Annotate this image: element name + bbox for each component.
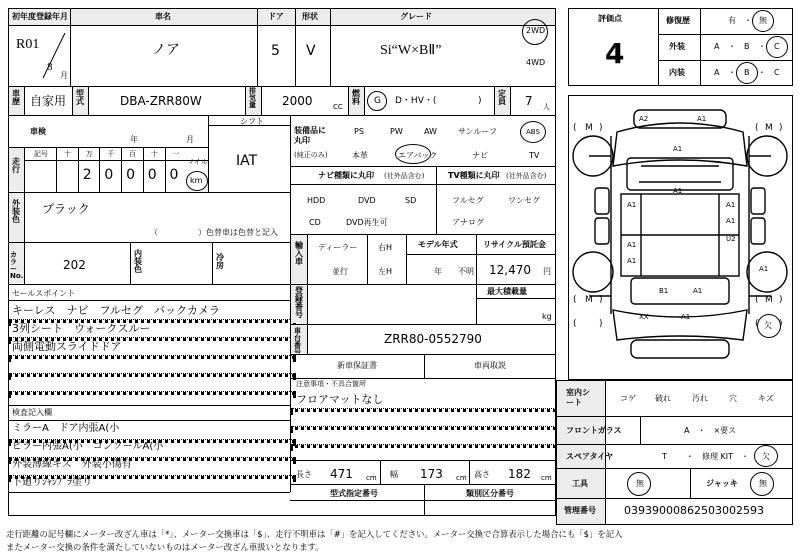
score-label: 評価点 bbox=[598, 14, 622, 23]
abs-circle bbox=[520, 121, 546, 143]
seat-tear: 破れ bbox=[655, 394, 671, 403]
notes-value: フロアマットなし bbox=[296, 393, 384, 406]
shift-label: シフト bbox=[240, 117, 264, 126]
svg-text:): ) bbox=[599, 319, 603, 329]
mileage-cell-divider bbox=[121, 147, 122, 192]
recycle-value: 12,470 bbox=[489, 263, 531, 277]
recycle-label: リサイクル預託金 bbox=[483, 240, 546, 249]
ext-sep1: ・ bbox=[728, 42, 736, 51]
mileage-place-label: 万 bbox=[85, 150, 93, 158]
interior-color-label: 内装色 bbox=[134, 249, 142, 274]
mileage-label: 走行 bbox=[12, 157, 20, 174]
ext-label: 外装 bbox=[669, 42, 685, 51]
sales-points-label: セールスポイント bbox=[12, 289, 76, 298]
fuel-options: D・HV・( bbox=[395, 96, 437, 106]
navi-dvd-play: DVD再生可 bbox=[346, 218, 388, 227]
mile-label: マイル bbox=[187, 158, 208, 166]
dmg-a1-hood: A1 bbox=[673, 145, 683, 153]
sales-point-2: 3列シート ウォークスルー bbox=[12, 322, 151, 335]
model-year-unknown: 不明 bbox=[458, 267, 474, 276]
dmg-a1-door-fl: A1 bbox=[627, 201, 637, 209]
dmg-a1-bumper: A1 bbox=[681, 313, 691, 321]
svg-text:): ) bbox=[779, 123, 783, 133]
dmg-a2-front: A2 bbox=[639, 115, 649, 123]
svg-text:M: M bbox=[585, 123, 593, 133]
dmg-a1-pillar: A1 bbox=[673, 187, 683, 195]
int-c: C bbox=[774, 68, 780, 77]
svg-text:): ) bbox=[779, 295, 783, 305]
chassis-value: ZRR80-0552790 bbox=[384, 332, 482, 346]
svg-text:(: ( bbox=[755, 319, 759, 329]
dmg-a1-door-rl: A1 bbox=[627, 241, 637, 249]
ext-c-circle bbox=[766, 36, 788, 58]
car-name-label: 車名 bbox=[155, 12, 171, 21]
equip-tv: TV bbox=[529, 151, 540, 160]
footer-note-1: 走行距離の記号欄にメーター改ざん車は「*」、メーター交換車は「$」、走行不明車は「#」を記入してください。メーター交換で合算表示した場合にも「$」を記入 bbox=[6, 529, 623, 539]
mileage-digit: 0 bbox=[104, 167, 114, 183]
equipment-label: 装備品に丸印 bbox=[294, 126, 326, 146]
svg-text:(: ( bbox=[573, 319, 577, 329]
mileage-cell-divider bbox=[165, 147, 166, 192]
equip-navi: ナビ bbox=[472, 151, 488, 160]
door-label: ドア bbox=[268, 12, 284, 21]
inspection-year: 年 bbox=[130, 135, 138, 144]
equip-leather: 本革 bbox=[352, 151, 368, 160]
svg-text:M: M bbox=[765, 123, 773, 133]
mileage-digit: 2 bbox=[82, 167, 92, 183]
length-value: 471 bbox=[330, 467, 353, 481]
height-value: 182 bbox=[508, 467, 531, 481]
int-sep2: ・ bbox=[758, 68, 766, 77]
inspection-month: 月 bbox=[186, 135, 194, 144]
manual-label: 車両取説 bbox=[474, 361, 506, 370]
mileage-cell-divider bbox=[99, 147, 100, 192]
month-unit: 月 bbox=[60, 71, 68, 80]
navi-dvd: DVD bbox=[358, 196, 376, 205]
seat-label: 室内シート bbox=[566, 388, 590, 408]
spare-repair: ・ 修理 KIT ・ bbox=[686, 452, 750, 461]
mileage-place-label: 十 bbox=[150, 150, 158, 158]
svg-text:(: ( bbox=[755, 295, 759, 305]
color-value: ブラック bbox=[42, 202, 90, 216]
dmg-xx: XX bbox=[639, 313, 649, 321]
tools-label: 工具 bbox=[572, 479, 588, 488]
color-label: 外装色 bbox=[12, 199, 20, 224]
dmg-a1-rear: A1 bbox=[693, 287, 703, 295]
first-reg-month: 8 bbox=[47, 61, 53, 73]
load-label: 最大積載量 bbox=[487, 287, 527, 296]
svg-text:): ) bbox=[779, 319, 783, 329]
int-b: B bbox=[744, 68, 750, 77]
seat-hole: 穴 bbox=[729, 394, 737, 403]
fuel-g-circle bbox=[367, 91, 387, 111]
dmg-u2: U2 bbox=[726, 235, 736, 243]
first-reg-label: 初年度登録年月 bbox=[12, 12, 68, 21]
car-name: ノア bbox=[152, 43, 180, 58]
import-right: 右H bbox=[378, 243, 393, 252]
equip-abs: ABS bbox=[526, 128, 540, 136]
equipment-sub: (純正のみ) bbox=[294, 151, 328, 159]
score-value: 4 bbox=[605, 37, 625, 70]
glass-options: A ・ ×要ス bbox=[684, 426, 737, 435]
fuel-g: G bbox=[374, 96, 381, 106]
dmg-b1-rear: B1 bbox=[659, 287, 669, 295]
notes-label: 注意事項・不具合箇所 bbox=[296, 380, 366, 388]
displacement: 2000 bbox=[282, 94, 313, 108]
jack-value: 無 bbox=[759, 479, 767, 488]
car-outline bbox=[569, 96, 791, 378]
width-value: 173 bbox=[420, 467, 443, 481]
repair-yes: 有 bbox=[728, 16, 736, 25]
seat-dirt: 汚れ bbox=[692, 394, 708, 403]
mileage-digit: 0 bbox=[169, 167, 179, 183]
fuel-close: ) bbox=[478, 96, 482, 106]
mileage-place-label: 一 bbox=[172, 150, 180, 158]
import-parallel: 並行 bbox=[332, 267, 348, 276]
use: 自家用 bbox=[30, 94, 67, 108]
sales-point-3: 両側電動スライドドア bbox=[12, 340, 122, 353]
mileage-digit: 0 bbox=[147, 167, 157, 183]
seat-scratch: キズ bbox=[758, 394, 774, 403]
width-unit: cm bbox=[456, 474, 467, 482]
mileage-digit: 0 bbox=[126, 167, 136, 183]
spare-label: スペアタイヤ bbox=[566, 452, 614, 461]
cc-unit: CC bbox=[333, 103, 343, 111]
doors: 5 bbox=[271, 43, 280, 59]
footer-note-2: またメーター交換の条件を満たしていないものはメーター改ざん車扱いとなります。 bbox=[6, 542, 324, 552]
cap-label: 定員 bbox=[498, 89, 506, 106]
ext-sep2: ・ bbox=[758, 42, 766, 51]
jack-label: ジャッキ bbox=[706, 479, 738, 488]
svg-text:(: ( bbox=[573, 295, 577, 305]
ext-a: A bbox=[714, 42, 720, 51]
spare-t: T bbox=[662, 452, 667, 461]
capacity: 7 bbox=[525, 94, 533, 108]
navi-cd: CD bbox=[309, 218, 321, 227]
int-sep1: ・ bbox=[728, 68, 736, 77]
grade: Si“W×BⅡ” bbox=[380, 43, 442, 58]
model-year-unit: 年 bbox=[434, 267, 442, 276]
model: DBA-ZRR80W bbox=[120, 94, 202, 108]
model-label: 型式 bbox=[76, 89, 84, 106]
equip-ps: PS bbox=[354, 127, 364, 136]
repair-label: 修復歴 bbox=[666, 16, 690, 25]
import-left: 左H bbox=[378, 267, 393, 276]
shift-value: IAT bbox=[236, 153, 258, 169]
new-warranty-label: 新車保証書 bbox=[337, 361, 377, 370]
drive-2wd-circle bbox=[522, 19, 548, 45]
airbag-circle bbox=[395, 144, 431, 164]
cap-unit: 人 bbox=[543, 103, 550, 111]
svg-text:): ) bbox=[599, 295, 603, 305]
km-label: km bbox=[190, 176, 203, 185]
tv-analog: アナログ bbox=[452, 218, 484, 227]
shape-label: 形状 bbox=[302, 12, 318, 21]
dmg-a1-front-right: A1 bbox=[697, 115, 707, 123]
equip-sunroof: サンルーフ bbox=[458, 127, 497, 136]
svg-text:(: ( bbox=[573, 123, 577, 133]
record-label: 記号 bbox=[34, 150, 48, 158]
grade-label: グレード bbox=[400, 12, 432, 21]
inspector-line-4: 下廻りｼｬｼﾌﾞﾗ塗り bbox=[12, 477, 92, 488]
navi-sub: (社外品含む) bbox=[384, 172, 425, 180]
mileage-place-label: 千 bbox=[107, 150, 115, 158]
int-a: A bbox=[714, 68, 720, 77]
height-unit: cm bbox=[541, 474, 552, 482]
car-diagram bbox=[568, 95, 793, 380]
color-no: 202 bbox=[63, 258, 86, 272]
mileage-place-label: 百 bbox=[129, 150, 137, 158]
repair-no: 無 bbox=[759, 16, 767, 25]
tools-value: 無 bbox=[636, 479, 644, 488]
tv-label: TV種類に丸印 bbox=[448, 171, 500, 180]
dmg-a1-door-rr: A1 bbox=[726, 217, 736, 225]
inspector-line-3: 外装薄線キズ 外装小傷有 bbox=[12, 459, 132, 470]
width-label: 幅 bbox=[390, 470, 398, 479]
mileage-place-label: 十 bbox=[64, 150, 71, 158]
equip-airbag: エアバック bbox=[398, 151, 438, 160]
mgmt-no: 03939000862503002593 bbox=[624, 504, 764, 517]
color-no-label: カラーNo. bbox=[10, 251, 24, 280]
sales-point-1: キーレス ナビ フルセグ バックカメラ bbox=[12, 304, 221, 317]
svg-text:M: M bbox=[585, 295, 593, 305]
dmg-a1-rear-left: A1 bbox=[627, 257, 637, 265]
inspection-label: 車検 bbox=[30, 127, 46, 136]
inspector-line-1: ミラーA ドア内張A(小 bbox=[12, 423, 120, 434]
mgmt-label: 管理番号 bbox=[564, 506, 596, 515]
color-change-note: （ ）色替車は色替と記入 bbox=[150, 228, 278, 237]
inspector-line-2: ピラー内張A(小 コンソールA(小 bbox=[12, 441, 164, 452]
disp-label: 排気量 bbox=[249, 87, 256, 109]
spare-missing-circle bbox=[754, 445, 778, 467]
navi-label: ナビ種類に丸印 bbox=[318, 171, 374, 180]
svg-text:(: ( bbox=[755, 123, 759, 133]
fuel-label: 燃料 bbox=[352, 89, 360, 106]
km-circle bbox=[186, 171, 208, 191]
tv-sub: (社外品含む) bbox=[506, 172, 547, 180]
ext-c: C bbox=[774, 42, 780, 51]
glass-label: フロントガラス bbox=[566, 426, 622, 435]
int-label: 内装 bbox=[669, 68, 685, 77]
model-year-label: モデル年式 bbox=[418, 240, 458, 249]
first-reg-year: R01 bbox=[16, 37, 40, 52]
missing-circle bbox=[757, 314, 781, 338]
navi-hdd: HDD bbox=[307, 196, 326, 205]
use-label: 車歴 bbox=[12, 89, 20, 106]
tools-circle bbox=[627, 472, 651, 496]
length-unit: cm bbox=[366, 474, 377, 482]
equip-pw: PW bbox=[390, 127, 403, 136]
repair-no-circle bbox=[752, 10, 774, 32]
mileage-cell-divider bbox=[56, 147, 57, 192]
chassis-label: 車台番号 bbox=[294, 327, 301, 356]
length-label: 長さ bbox=[296, 470, 312, 479]
load-unit: kg bbox=[542, 312, 552, 321]
ext-b: B bbox=[744, 42, 750, 51]
recycle-yen: 円 bbox=[543, 267, 551, 276]
dmg-a1-rear-wheel: A1 bbox=[759, 265, 769, 273]
class-no-label: 類別区分番号 bbox=[466, 489, 514, 498]
mileage-cell-divider bbox=[78, 147, 79, 192]
jack-circle bbox=[750, 472, 774, 496]
dmg-a1-door-fr: A1 bbox=[726, 201, 736, 209]
import-label: 輸入車 bbox=[295, 241, 303, 266]
reg-no-label: 登録番号 bbox=[295, 286, 303, 319]
type-no-label: 型式指定番号 bbox=[330, 489, 378, 498]
int-b-circle bbox=[736, 62, 758, 84]
svg-text:): ) bbox=[599, 123, 603, 133]
tv-oneseg: ワンセグ bbox=[508, 196, 540, 205]
mileage-cell-divider bbox=[143, 147, 144, 192]
repair-sep: ・ bbox=[744, 16, 752, 25]
missing-mark: 欠 bbox=[764, 321, 772, 330]
tv-fullseg: フルセグ bbox=[452, 196, 484, 205]
ac-label: 冷房 bbox=[216, 253, 224, 270]
drive-4wd: 4WD bbox=[526, 58, 546, 67]
drive-2wd: 2WD bbox=[526, 26, 546, 35]
svg-text:M: M bbox=[765, 295, 773, 305]
shape: V bbox=[306, 43, 316, 59]
navi-sd: SD bbox=[405, 196, 417, 205]
spare-missing: 欠 bbox=[762, 452, 770, 461]
equip-aw: AW bbox=[424, 127, 437, 136]
seat-burn: コゲ bbox=[620, 394, 636, 403]
import-dealer: ディーラー bbox=[318, 243, 358, 252]
inspector-label: 検査記入欄 bbox=[12, 408, 52, 417]
height-label: 高さ bbox=[474, 470, 490, 479]
